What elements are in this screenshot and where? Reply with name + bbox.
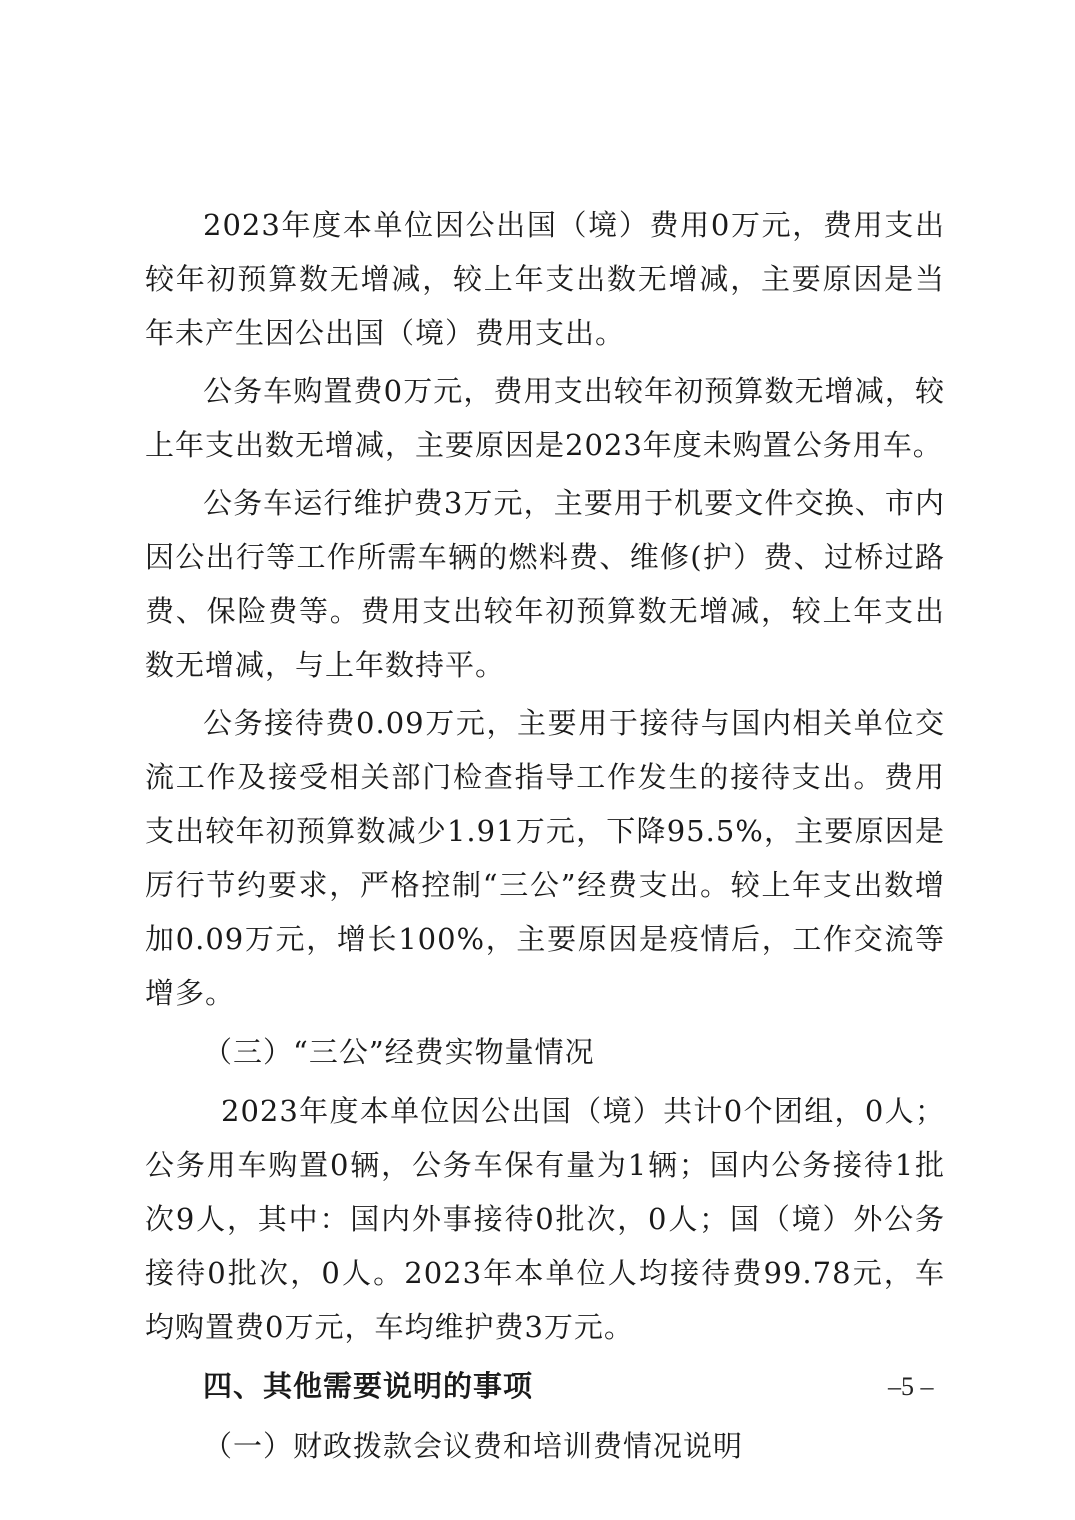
subheading-meeting-training-fees: （一）财政拨款会议费和培训费情况说明 xyxy=(203,1429,744,1463)
page-body xyxy=(145,198,945,1478)
paragraph-reception-expense: 公务接待费0.09万元，主要用于接待与国内相关单位交流工作及接受相关部门检查指导工作发生的接待支出。费用支出较年初预算数减少1.91万元，下降95.5%，主要原因是厉行节约要求，严格控制“三公”经费支出。较上年支出数增加0.09万元，增长100%，主要原因是疫情后，工作交流等增多。 xyxy=(145,706,945,1010)
paragraph-overseas-travel-expense: 2023年度本单位因公出国（境）费用0万元，费用支出较年初预算数无增减，较上年支出数无增减，主要原因是当年未产生因公出国（境）费用支出。 xyxy=(145,208,945,350)
section-heading-other-matters: 四、其他需要说明的事项 xyxy=(203,1369,534,1403)
paragraph-physical-quantity-details: 2023年度本单位因公出国（境）共计0个团组，0人；公务用车购置0辆，公务车保有量为1辆；国内公务接待1批次9人，其中：国内外事接待0批次，0人；国（境）外公务接待0批次，0人。2023年本单位人均接待费99.78元，车均购置费0万元，车均维护费3万元。 xyxy=(145,1094,945,1344)
paragraph-vehicle-purchase-expense: 公务车购置费0万元，费用支出较年初预算数无增减，较上年支出数无增减，主要原因是2023年度未购置公务用车。 xyxy=(145,374,945,462)
subheading-physical-quantity: （三）“三公”经费实物量情况 xyxy=(203,1035,595,1069)
paragraph-vehicle-maintenance-expense: 公务车运行维护费3万元，主要用于机要文件交换、市内因公出行等工作所需车辆的燃料费、维修(护）费、过桥过路费、保险费等。费用支出较年初预算数无增减，较上年支出数无增减，与上年数持平。 xyxy=(145,486,945,682)
page-number: –5 – xyxy=(888,1372,934,1401)
